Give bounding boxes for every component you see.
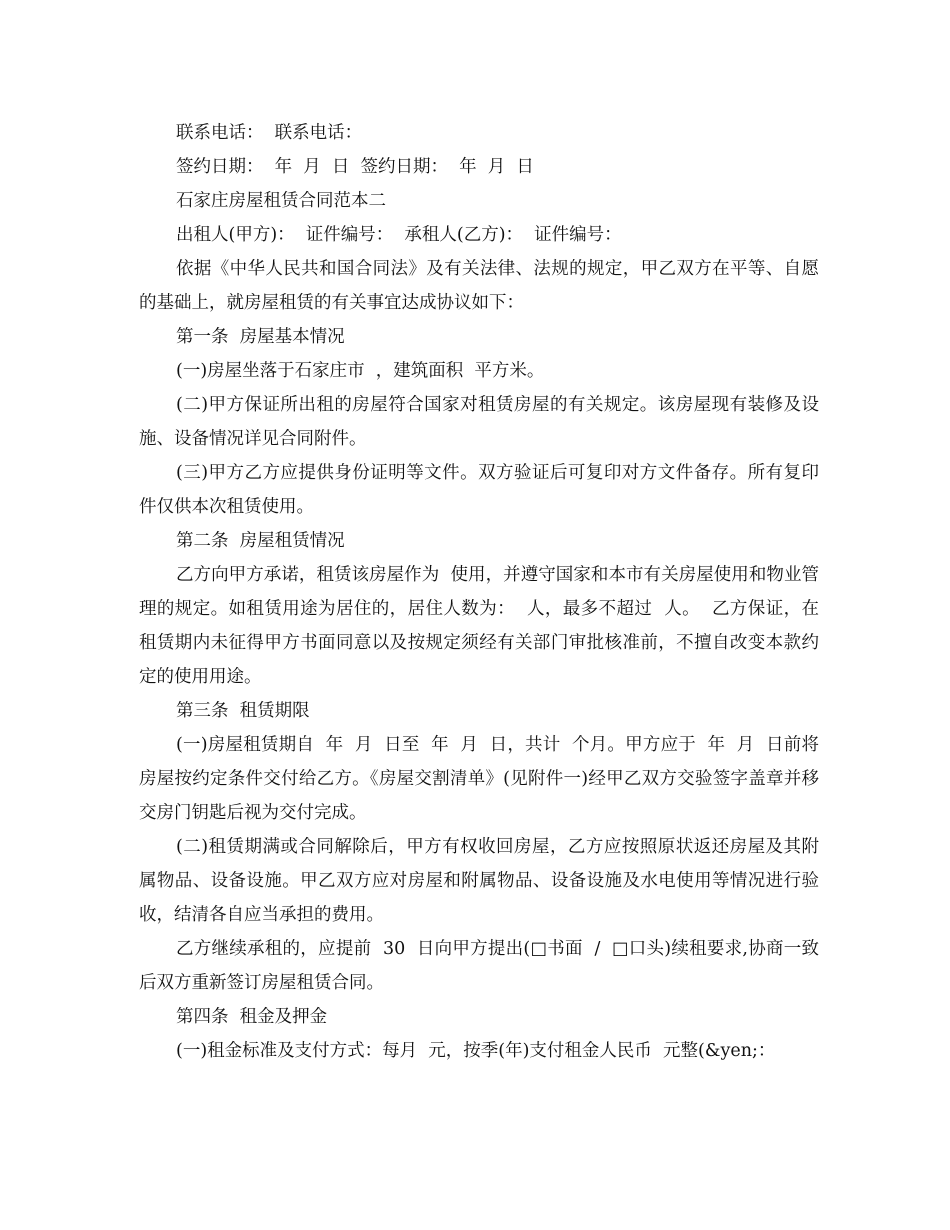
- article-heading: 第三条 租赁期限: [176, 701, 310, 721]
- clause-paragraph: 乙方向甲方承诺，租赁该房屋作为 使用，并遵守国家和本市有关房屋使用和物业管理的规定。如租赁用途为居住的，居住人数为： 人，最多不超过 人。 乙方保证，在租赁期内未征得甲方书面同意以及按规定须经有关部门审批核准前，不擅自改变本款约定的使用用途。: [139, 565, 819, 687]
- clause-paragraph: (一)房屋坐落于石家庄市 ，建筑面积 平方米。: [176, 361, 545, 381]
- clause-paragraph: (一)租金标准及支付方式：每月 元，按季(年)支付租金人民币 元整(&yen;：: [176, 1041, 776, 1061]
- clause-paragraph: (二)甲方保证所出租的房屋符合国家对租赁房屋的有关规定。该房屋现有装修及设施、设备情况详见合同附件。: [139, 395, 819, 449]
- clause-paragraph: (三)甲方乙方应提供身份证明等文件。双方验证后可复印对方文件备存。所有复印件仅供本次租赁使用。: [139, 463, 819, 517]
- clause-paragraph: 乙方继续承租的，应提前 30 日向甲方提出(□书面 / □口头)续租要求,协商一致后双方重新签订房屋租赁合同。: [139, 939, 819, 993]
- clause-paragraph: (二)租赁期满或合同解除后，甲方有权收回房屋，乙方应按照原状返还房屋及其附属物品、设备设施。甲乙双方应对房屋和附属物品、设备设施及水电使用等情况进行验收，结清各自应当承担的费用。: [139, 837, 819, 925]
- article-heading: 第一条 房屋基本情况: [176, 327, 345, 347]
- document-body: [139, 116, 819, 1068]
- parties-line: 出租人(甲方)： 证件编号： 承租人(乙方)： 证件编号：: [176, 225, 622, 245]
- clause-paragraph: (一)房屋租赁期自 年 月 日至 年 月 日，共计 个月。甲方应于 年 月 日前将房屋按约定条件交付给乙方。《房屋交割清单》(见附件一)经甲乙双方交验签字盖章并移交房门钥匙后视为交付完成。: [139, 735, 819, 823]
- contract-title-line: 石家庄房屋租赁合同范本二: [176, 191, 386, 211]
- contact-phone-line: 联系电话： 联系电话：: [176, 123, 363, 143]
- signing-date-line: 签约日期： 年 月 日 签约日期： 年 月 日: [176, 157, 534, 177]
- article-heading: 第二条 房屋租赁情况: [176, 531, 345, 551]
- article-heading: 第四条 租金及押金: [176, 1007, 328, 1027]
- preamble-paragraph: 依据《中华人民共和国合同法》及有关法律、法规的规定，甲乙双方在平等、自愿的基础上，就房屋租赁的有关事宜达成协议如下：: [139, 259, 819, 313]
